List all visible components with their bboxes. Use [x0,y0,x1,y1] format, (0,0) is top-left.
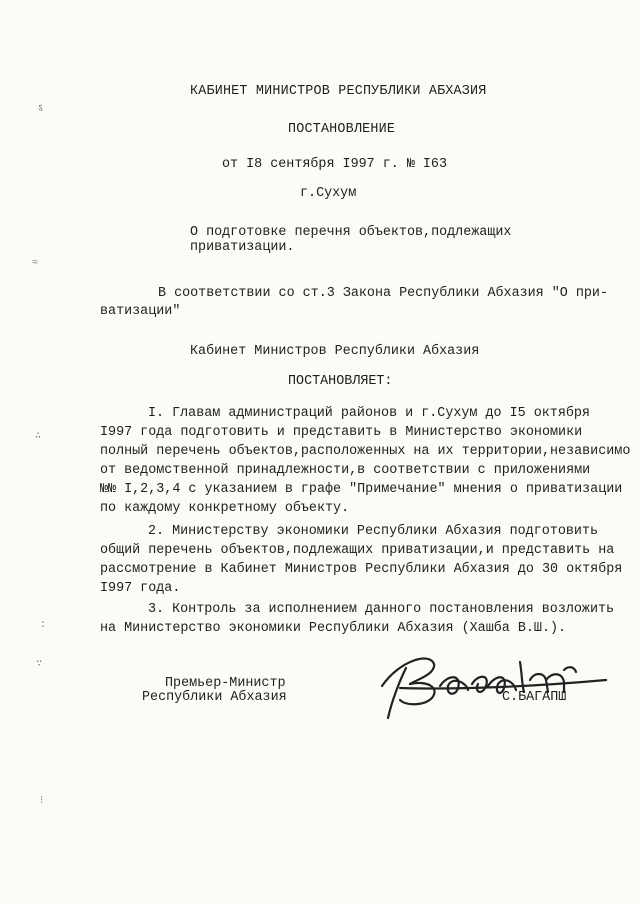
item2-line-1: 2. Министерству экономики Республики Абхазия подготовить [148,524,598,539]
scan-speck: ∵ [36,659,43,670]
scan-speck: : [40,620,47,631]
scan-speck: ऽ [38,104,43,115]
item1-line-2: I997 года подготовить и представить в Министерство экономики [100,425,583,440]
issuer: Кабинет Министров Республики Абхазия [190,344,480,359]
document-type: ПОСТАНОВЛЕНИЕ [288,122,396,137]
resolves: ПОСТАНОВЛЯЕТ: [288,374,393,389]
scan-speck: ⁝ [40,796,44,807]
item1-line-5: №№ I,2,3,4 с указанием в графе "Примечание" мнения о приватизации [100,482,623,497]
scan-speck: ≈ [32,258,39,269]
item1-line-4: от ведомственной принадлежности,в соответствии с приложениями [100,463,591,478]
preamble-line-1: В соответствии со ст.3 Закона Республики Абхазия "О при- [158,286,608,301]
subject-line-1: О подготовке перечня объектов,подлежащих [190,225,512,240]
date-number: от I8 сентября I997 г. № I63 [222,157,447,172]
item2-line-2: общий перечень объектов,подлежащих приватизации,и представить на [100,543,615,558]
preamble-line-2: ватизации" [100,304,181,319]
item3-line-2: на Министерство экономики Республики Абхазия (Хашба В.Ш.). [100,621,567,636]
scan-speck: ∴ [35,431,42,442]
subject-line-2: приватизации. [190,240,295,255]
item1-line-3: полный перечень объектов,расположенных на их территории,независимо [100,444,631,459]
signatory-name: С.БАГАПШ [502,690,567,705]
signatory-title-1: Премьер-Министр [165,676,286,691]
item2-line-3: рассмотрение в Кабинет Министров Республики Абхазия до 30 октября [100,562,623,577]
item3-line-1: 3. Контроль за исполнением данного постановления возложить [148,602,615,617]
place: г.Сухум [300,186,357,201]
handwritten-signature [370,640,620,720]
item2-line-4: I997 года. [100,581,181,596]
signatory-title-2: Республики Абхазия [142,690,287,705]
item1-line-6: по каждому конкретному объекту. [100,501,350,516]
item1-line-1: I. Главам администраций районов и г.Сухум до I5 октября [148,406,590,421]
cabinet-title: КАБИНЕТ МИНИСТРОВ РЕСПУБЛИКИ АБХАЗИЯ [190,84,487,99]
